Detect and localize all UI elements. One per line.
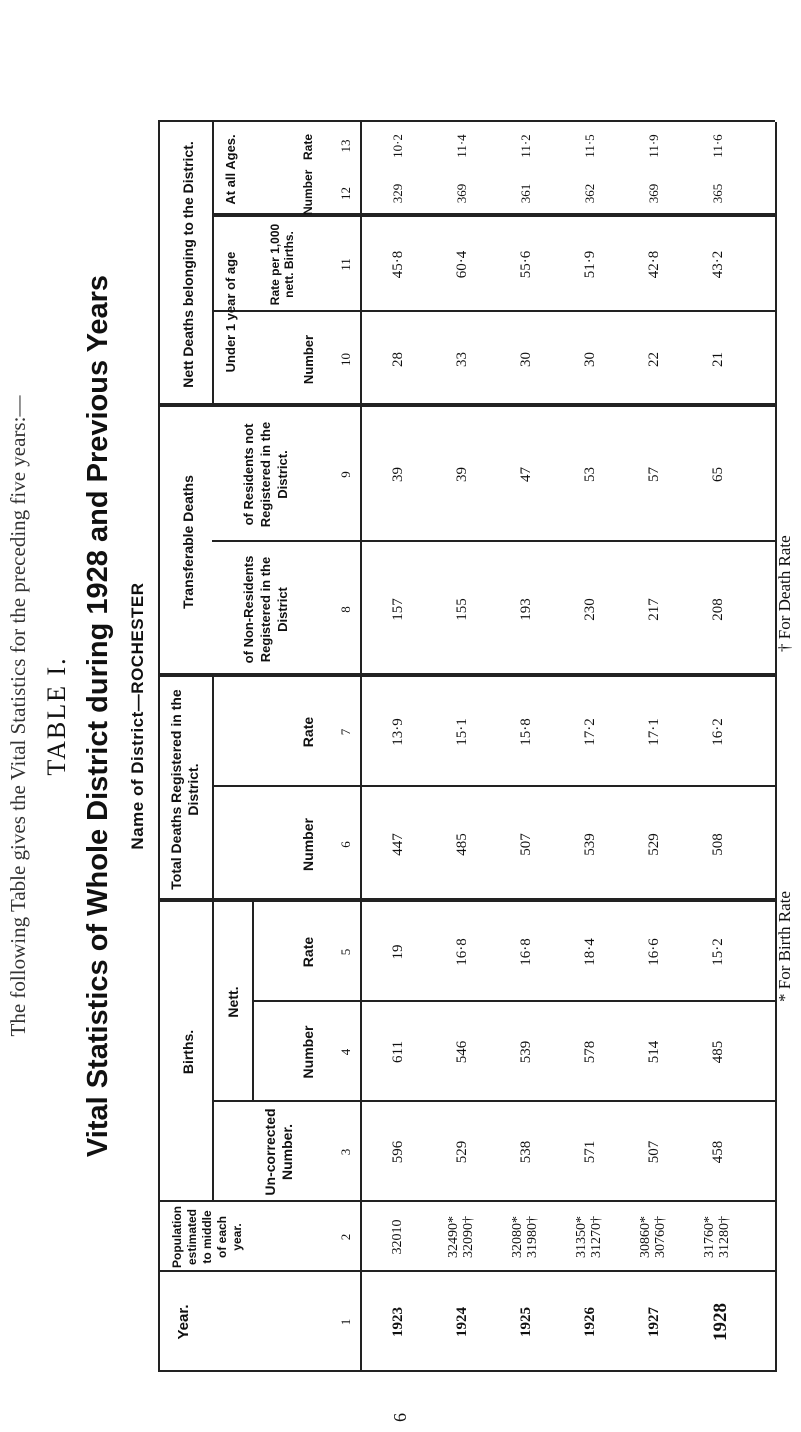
cell-total-deaths-number: 508 — [710, 833, 726, 856]
header-nett-deaths: Nett Deaths belonging to the District. — [180, 141, 196, 388]
header-uncorrected: Un-corrected Number. — [262, 1108, 295, 1196]
cell-all-ages-number: 369 — [454, 183, 469, 204]
cell-year: 1925 — [518, 1307, 534, 1337]
cell-nett-births-number: 578 — [582, 1040, 598, 1064]
col-num-10: 10 — [338, 353, 353, 366]
cell-total-deaths-number: 447 — [390, 833, 406, 856]
cell-under1-number: 21 — [710, 352, 726, 367]
header-transferable: Transferable Deaths — [180, 475, 196, 609]
cell-under1-rate: 51·9 — [582, 250, 598, 279]
col-num-7: 7 — [338, 728, 353, 736]
cell-all-ages-rate: 11·4 — [454, 134, 469, 158]
cell-residents-not: 39 — [454, 467, 470, 482]
cell-all-ages-rate: 11·9 — [646, 134, 661, 158]
footnote-birth-rate: * For Birth Rate — [775, 891, 794, 1002]
cell-nett-births-rate: 16·8 — [454, 938, 470, 966]
main-title: Vital Statistics of Whole District during 1928 and Previous Years — [82, 274, 114, 1158]
cell-total-deaths-rate: 17·2 — [582, 718, 598, 746]
cell-under1-rate: 60·4 — [454, 250, 470, 279]
col-num-6: 6 — [338, 841, 353, 848]
population-value: 32080* — [510, 1216, 525, 1258]
population-value: 31350* — [574, 1216, 589, 1258]
cell-uncorrected-births: 458 — [710, 1140, 726, 1164]
col-num-8: 8 — [338, 606, 353, 613]
cell-under1-number: 30 — [582, 352, 598, 367]
cell-uncorrected-births: 529 — [454, 1140, 470, 1164]
cell-all-ages-number: 329 — [390, 183, 405, 204]
cell-population — [390, 1202, 405, 1272]
population-value: 31760* — [702, 1216, 717, 1258]
population-value: 30760† — [653, 1216, 668, 1258]
col-num-9: 9 — [338, 471, 353, 478]
population-value: 32010 — [390, 1219, 405, 1255]
cell-nett-births-number: 485 — [710, 1040, 726, 1064]
header-births-rate: Rate — [300, 936, 316, 968]
footnote-death-rate: † For Death Rate — [775, 535, 794, 652]
cell-non-residents: 193 — [518, 598, 534, 621]
table-label: TABLE I. — [42, 656, 71, 776]
cell-nett-births-number: 539 — [518, 1040, 534, 1064]
cell-nett-births-rate: 16·8 — [518, 938, 534, 966]
cell-nett-births-rate: 18·4 — [582, 938, 598, 966]
header-non-residents: of Non-Residents Registered in the District — [241, 555, 290, 664]
cell-under1-number: 22 — [646, 352, 662, 367]
header-deaths-number: Number — [300, 818, 316, 871]
cell-population — [702, 1202, 732, 1272]
header-births-number: Number — [300, 1025, 316, 1079]
col-num-1: 1 — [338, 1318, 353, 1326]
population-value: 32490* — [446, 1216, 461, 1258]
header-all-ages: At all Ages. — [223, 134, 238, 205]
cell-all-ages-number: 362 — [582, 183, 597, 204]
cell-non-residents: 208 — [710, 598, 726, 621]
cell-all-ages-number: 365 — [710, 183, 725, 204]
cell-non-residents: 217 — [646, 598, 662, 621]
cell-under1-rate: 42·8 — [646, 250, 662, 279]
cell-population — [638, 1202, 668, 1272]
col-num-3: 3 — [338, 1148, 353, 1156]
cell-year: 1923 — [390, 1307, 406, 1337]
header-under-1: Under 1 year of age — [223, 251, 238, 373]
header-nett: Nett. — [225, 986, 241, 1018]
cell-nett-births-rate: 15·2 — [710, 938, 726, 966]
cell-under1-number: 33 — [454, 352, 470, 367]
cell-uncorrected-births: 596 — [390, 1140, 406, 1164]
cell-total-deaths-rate: 15·8 — [518, 718, 534, 746]
cell-all-ages-rate: 11·6 — [710, 134, 725, 158]
population-value: 31980† — [525, 1216, 540, 1258]
cell-total-deaths-rate: 17·1 — [646, 718, 662, 746]
cell-uncorrected-births: 507 — [646, 1140, 662, 1164]
cell-nett-births-number: 514 — [646, 1040, 662, 1064]
header-all-number: Number — [301, 169, 315, 215]
col-num-4: 4 — [338, 1048, 353, 1056]
header-deaths-rate: Rate — [300, 716, 316, 748]
cell-residents-not: 65 — [710, 467, 726, 482]
cell-nett-births-number: 611 — [390, 1041, 406, 1063]
cell-residents-not: 39 — [390, 467, 406, 482]
cell-non-residents: 230 — [582, 598, 598, 621]
cell-population — [510, 1202, 540, 1272]
header-all-rate: Rate — [301, 134, 315, 161]
cell-residents-not: 47 — [518, 467, 534, 482]
cell-all-ages-rate: 11·5 — [582, 134, 597, 158]
header-u1-rate: Rate per 1,000 nett. Births. — [268, 223, 296, 306]
cell-under1-number: 28 — [390, 352, 406, 367]
cell-population — [446, 1202, 476, 1272]
cell-non-residents: 157 — [390, 598, 406, 621]
header-residents-not: of Residents not Registered in the District. — [241, 421, 290, 528]
header-u1-number: Number — [301, 334, 316, 385]
cell-year: 1927 — [646, 1307, 662, 1337]
district-name: Name of District—ROCHESTER — [128, 582, 147, 850]
header-population: Population estimated to middle of each year. — [170, 1206, 244, 1268]
col-num-11: 11 — [338, 258, 353, 271]
top-caption: The following Table gives the Vital Statistics for the preceding five years:— — [6, 395, 30, 1037]
page-mark: 6 — [390, 1413, 410, 1422]
cell-year: 1924 — [454, 1307, 470, 1337]
cell-all-ages-rate: 10·2 — [390, 134, 405, 158]
cell-residents-not: 53 — [582, 467, 598, 482]
cell-residents-not: 57 — [646, 467, 662, 482]
cell-under1-rate: 45·8 — [390, 250, 406, 279]
cell-total-deaths-number: 507 — [518, 833, 534, 856]
cell-all-ages-number: 361 — [518, 183, 533, 204]
cell-year: 1926 — [582, 1307, 598, 1337]
cell-all-ages-rate: 11·2 — [518, 134, 533, 158]
population-value: 30860* — [638, 1216, 653, 1258]
header-births: Births. — [180, 1029, 196, 1075]
population-value: 31270† — [589, 1216, 604, 1258]
cell-total-deaths-rate: 15·1 — [454, 718, 470, 746]
header-total-deaths: Total Deaths Registered in the District. — [168, 689, 201, 890]
col-num-13: 13 — [338, 139, 353, 153]
header-year: Year. — [175, 1304, 192, 1340]
cell-non-residents: 155 — [454, 598, 470, 621]
col-num-5: 5 — [338, 948, 353, 956]
cell-total-deaths-number: 539 — [582, 833, 598, 856]
cell-under1-rate: 55·6 — [518, 250, 534, 279]
population-value: 32090† — [461, 1216, 476, 1258]
cell-population — [574, 1202, 604, 1272]
cell-year: 1928 — [710, 1303, 731, 1341]
cell-nett-births-rate: 16·6 — [646, 938, 662, 966]
cell-uncorrected-births: 571 — [582, 1140, 598, 1164]
cell-total-deaths-rate: 13·9 — [390, 718, 406, 746]
cell-uncorrected-births: 538 — [518, 1140, 534, 1164]
cell-total-deaths-number: 529 — [646, 833, 662, 856]
cell-under1-number: 30 — [518, 352, 534, 367]
cell-nett-births-rate: 19 — [390, 944, 406, 960]
cell-under1-rate: 43·2 — [710, 250, 726, 279]
cell-all-ages-number: 369 — [646, 183, 661, 204]
population-value: 31280† — [717, 1216, 732, 1258]
col-num-12: 12 — [338, 187, 353, 200]
cell-total-deaths-number: 485 — [454, 833, 470, 856]
cell-nett-births-number: 546 — [454, 1040, 470, 1064]
cell-total-deaths-rate: 16·2 — [710, 718, 726, 746]
col-num-2: 2 — [338, 1233, 353, 1241]
